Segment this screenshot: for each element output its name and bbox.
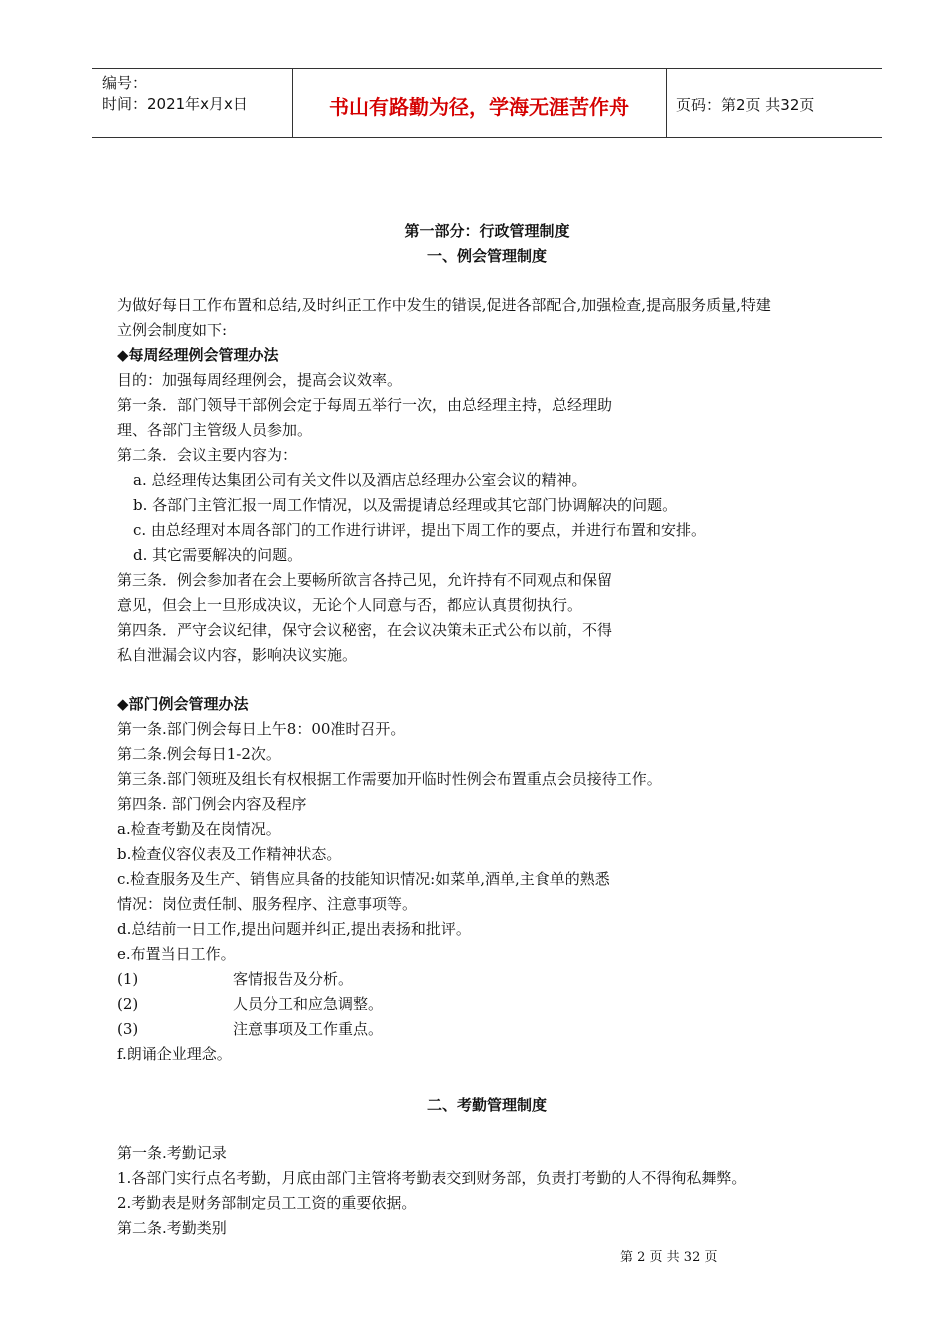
dept-line: e.布置当日工作。: [117, 945, 236, 963]
sub-item-text: 注意事项及工作重点。: [233, 1020, 384, 1038]
dept-line: 情况：岗位责任制、服务程序、注意事项等。: [117, 895, 418, 913]
weekly-article-4: 第四条．严守会议纪律，保守会议秘密，在会议决策未正式公布以前，不得: [117, 621, 613, 639]
list-item: c. 由总经理对本周各部门的工作进行讲评，提出下周工作的要点，并进行布置和安排。: [133, 521, 706, 539]
dept-line: a.检查考勤及在岗情况。: [117, 820, 281, 838]
part-title: 第一部分：行政管理制度: [404, 222, 570, 240]
attendance-line: 1.各部门实行点名考勤，月底由部门主管将考勤表交到财务部，负责打考勤的人不得徇私舞弊。: [117, 1169, 747, 1187]
dept-line: 第一条.部门例会每日上午8：00准时召开。: [117, 720, 406, 738]
weekly-article-4: 私自泄漏会议内容，影响决议实施。: [117, 646, 358, 664]
header-date: 时间：2021年x月x日: [102, 95, 248, 113]
weekly-article-3: 意见，但会上一旦形成决议，无论个人同意与否，都应认真贯彻执行。: [117, 596, 583, 614]
header-motto: 书山有路勤为径，学海无涯苦作舟: [329, 95, 629, 119]
intro-line: 为做好每日工作布置和总结,及时纠正工作中发生的错误,促进各部配合,加强检查,提高服务质量,特建: [117, 296, 771, 314]
weekly-purpose: 目的：加强每周经理例会，提高会议效率。: [117, 371, 403, 389]
sub-list-item: [117, 1019, 383, 1039]
list-item: a. 总经理传达集团公司有关文件以及酒店总经理办公室会议的精神。: [133, 471, 587, 489]
header-page-number: 页码：第2页 共32页: [676, 96, 815, 114]
dept-line: 第二条.例会每日1-2次。: [117, 745, 281, 763]
page-header: [92, 68, 882, 138]
section-title-attendance: 二、考勤管理制度: [426, 1096, 547, 1114]
list-item: d. 其它需要解决的问题。: [133, 546, 303, 564]
sub-list-item: [117, 994, 383, 1014]
header-divider: [666, 69, 667, 137]
dept-line: d.总结前一日工作,提出问题并纠正,提出表扬和批评。: [117, 920, 471, 938]
sub-item-number: (3): [117, 1020, 139, 1038]
sub-item-text: 客情报告及分析。: [233, 970, 354, 988]
sub-item-text: 人员分工和应急调整。: [233, 995, 384, 1013]
page-footer: 第 2 页 共 32 页: [620, 1250, 718, 1265]
attendance-line: 第二条.考勤类别: [117, 1219, 227, 1237]
list-item: b. 各部门主管汇报一周工作情况，以及需提请总经理或其它部门协调解决的问题。: [133, 496, 678, 514]
weekly-article-1: 理、各部门主管级人员参加。: [117, 421, 313, 439]
serial-number: 编号：: [102, 74, 148, 92]
dept-meeting-heading: ◆部门例会管理办法: [117, 695, 249, 713]
section-title-meetings: 一、例会管理制度: [426, 247, 547, 265]
attendance-line: 第一条.考勤记录: [117, 1144, 227, 1162]
dept-last-line: f.朗诵企业理念。: [117, 1045, 232, 1063]
dept-line: 第三条.部门领班及组长有权根据工作需要加开临时性例会布置重点会员接待工作。: [117, 770, 662, 788]
sub-item-number: (2): [117, 995, 139, 1013]
sub-list-item: [117, 969, 353, 989]
attendance-line: 2.考勤表是财务部制定员工工资的重要依据。: [117, 1194, 417, 1212]
sub-item-number: (1): [117, 970, 139, 988]
dept-line: c.检查服务及生产、销售应具备的技能知识情况:如菜单,酒单,主食单的熟悉: [117, 870, 610, 888]
weekly-article-1: 第一条．部门领导干部例会定于每周五举行一次，由总经理主持，总经理助: [117, 396, 613, 414]
weekly-meeting-heading: ◆每周经理例会管理办法: [117, 346, 279, 364]
dept-line: b.检查仪容仪表及工作精神状态。: [117, 845, 342, 863]
header-meta: [102, 73, 248, 115]
weekly-article-3: 第三条．例会参加者在会上要畅所欲言各持己见，允许持有不同观点和保留: [117, 571, 613, 589]
dept-line: 第四条. 部门例会内容及程序: [117, 795, 307, 813]
weekly-article-2: 第二条．会议主要内容为：: [117, 446, 298, 464]
intro-line: 立例会制度如下:: [117, 321, 228, 339]
